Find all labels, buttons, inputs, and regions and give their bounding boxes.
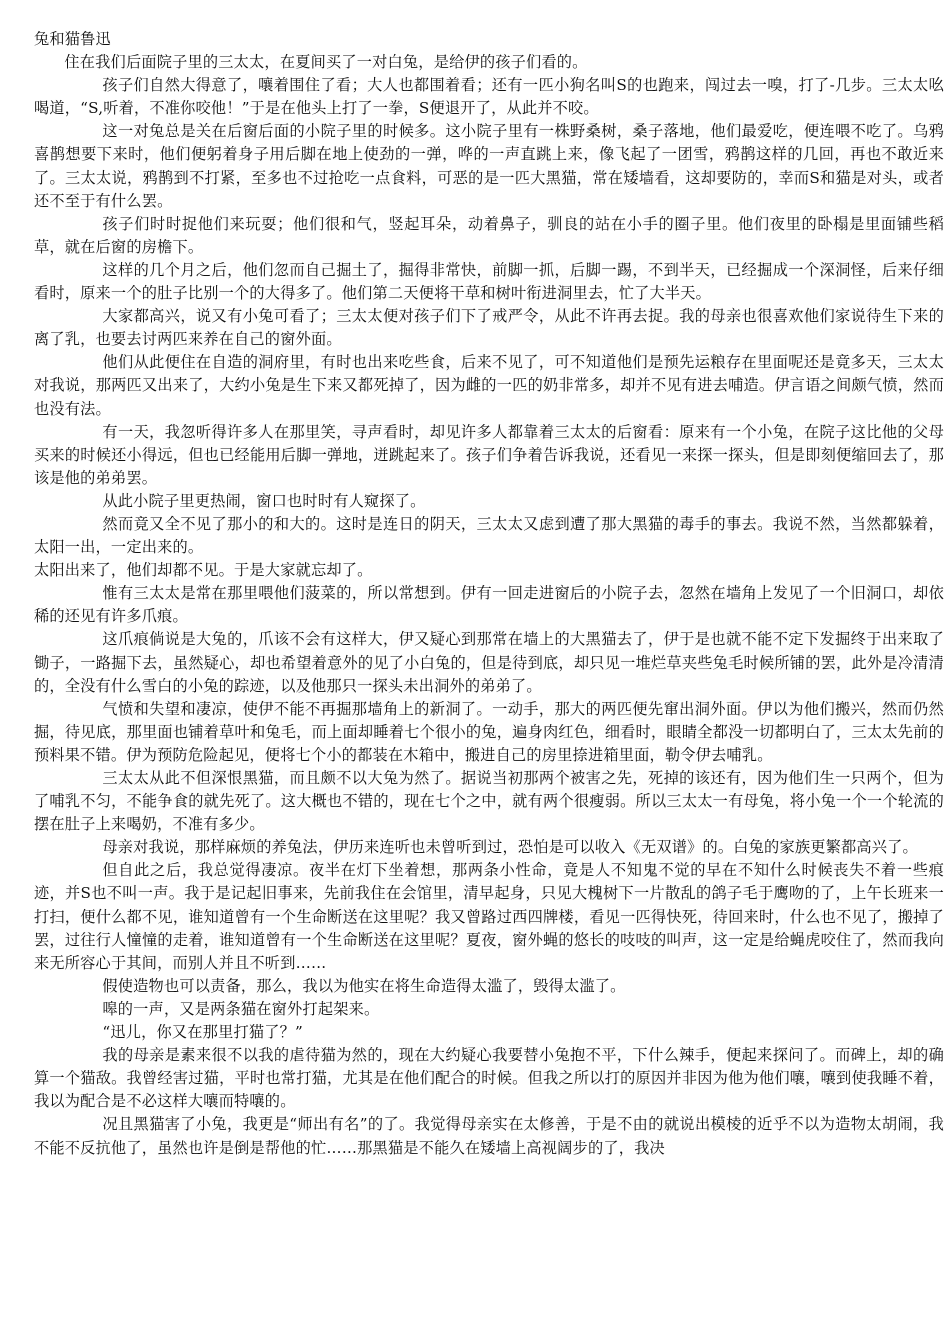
- paragraph: 太阳出来了，他们却都不见。于是大家就忘却了。: [34, 561, 373, 580]
- paragraph: 他们从此便住在自造的洞府里，有时也出来吃些食，后来不见了，可不知道他们是预先运粮存在里面呢还是竟多天，三太太对我说，那两匹又出来了，大约小兔是生下来又都死掉了，因为雌的一匹的奶非常多，却并不见有进去哺造。伊言语之间颇气愤，然而也没有法。: [34, 353, 944, 418]
- paragraph: 假使造物也可以责备，那么，我以为他实在将生命造得太滥了，毁得太滥了。: [102, 976, 626, 995]
- paragraph-list: [34, 51, 944, 1160]
- paragraph: 三太太从此不但深恨黑猫，而且颇不以大兔为然了。据说当初那两个被害之先，死掉的该还有，因为他们生一只两个，但为了哺乳不匀，不能争食的就先死了。这大概也不错的，现在七个之中，就有两个很瘦弱。所以三太太一有母兔，将小兔一个一个轮流的摆在肚子上来喝奶，不准有多少。: [34, 769, 944, 834]
- document-body: [34, 28, 944, 1160]
- paragraph: 有一天，我忽听得许多人在那里笑，寻声看时，却见许多人都靠着三太太的后窗看：原来有一个小兔，在院子这比他的父母买来的时候还小得远，但也已经能用后脚一弹地，迸跳起来了。孩子们争着告诉我说，还看见一来探一探头，但是即刻便缩回去了，那该是他的弟弟罢。: [34, 422, 944, 487]
- paragraph: 孩子们自然大得意了，嚷着围住了看；大人也都围着看；还有一匹小狗名叫S的也跑来，闯过去一嗅，打了-几步。三太太吆喝道，“S,听着，不准你咬他！”于是在他头上打了一拳，S便退开了，从此并不咬。: [34, 76, 944, 118]
- document-title: 兔和猫鲁迅: [34, 30, 111, 48]
- paragraph: 但自此之后，我总觉得凄凉。夜半在灯下坐着想，那两条小性命，竟是人不知鬼不觉的早在不知什么时候丧失不着一些痕迹，并S也不叫一声。我于是记起旧事来，先前我住在会馆里，清早起身，只见大槐树下一片散乱的鸽子毛于鹰吻的了，上午长班来一打扫，便什么都不见，谁知道曾有一个生命断送在这里呢？我又曾路过西四牌楼，看见一匹得快死，待回来时，什么也不见了，搬掉了罢，过往行人憧憧的走着，谁知道曾有一个生命断送在这里呢？夏夜，窗外蝇的悠长的吱吱的叫声，这一定是给蝇虎咬住了，然而我向来无所容心于其间，而别人并且不听到……: [34, 861, 944, 972]
- paragraph: 这爪痕倘说是大兔的，爪该不会有这样大，伊又疑心到那常在墙上的大黑猫去了，伊于是也就不能不定下发掘终于出来取了锄子，一路掘下去，虽然疑心，却也希望着意外的见了小白兔的，但是待到底，却只见一堆烂草夹些兔毛时候所铺的罢，此外是冷清清的，全没有什么雪白的小兔的踪迹，以及他那只一探头未出洞外的弟弟了。: [34, 630, 944, 695]
- paragraph: 况且黑猫害了小兔，我更是“师出有名”的了。我觉得母亲实在太修善，于是不由的就说出模棱的近乎不以为造物太胡闹，我不能不反抗他了，虽然也许是倒是帮他的忙……那黑猫是不能久在矮墙上高视阔步的了，我决: [34, 1115, 944, 1157]
- paragraph: 孩子们时时捉他们来玩耍；他们很和气，竖起耳朵，动着鼻子，驯良的站在小手的圈子里。他们夜里的卧榻是里面铺些稻草，就在后窗的房檐下。: [34, 214, 944, 256]
- paragraph: 住在我们后面院子里的三太太，在夏间买了一对白兔，是给伊的孩子们看的。: [64, 53, 588, 72]
- paragraph: 这样的几个月之后，他们忽而自己掘土了，掘得非常快，前脚一抓，后脚一踢，不到半天，已经掘成一个深洞怪，后来仔细看时，原来一个的肚子比别一个的大得多了。他们第二天便将干草和树叶衔进洞里去，忙了大半天。: [34, 260, 944, 303]
- paragraph: 大家都高兴，说又有小兔可看了；三太太便对孩子们下了戒严令，从此不许再去捉。我的母亲也很喜欢他们家说待生下来的离了乳，也要去讨两匹来养在自己的窗外面。: [34, 307, 944, 349]
- paragraph: 惟有三太太是常在那里喂他们菠菜的，所以常想到。伊有一回走进窗后的小院子去，忽然在墙角上发见了一个旧洞口，却依稀的还见有许多爪痕。: [34, 584, 944, 626]
- paragraph: “迅儿，你又在那里打猫了？”: [102, 1023, 303, 1042]
- paragraph: 这一对兔总是关在后窗后面的小院子里的时候多。这小院子里有一株野桑树，桑子落地，他们最爱吃，便连喂不吃了。乌鸦喜鹊想要下来时，他们便躬着身子用后脚在地上使劲的一弹，哗的一声直跳上来，像飞起了一团雪，鸦鹊这样的几回，再也不敢近来了。三太太说，鸦鹊到不打紧，至多也不过抢吃一点食料，可恶的是一匹大黑猫，常在矮墙看，这却要防的，幸而S和猫是对头，或者还不至于有什么罢。: [34, 122, 944, 210]
- paragraph: 然而竟又全不见了那小的和大的。这时是连日的阴天，三太太又虑到遭了那大黑猫的毒手的事去。我说不然，当然都躲着，太阳一出，一定出来的。: [34, 514, 944, 557]
- paragraph: 母亲对我说，那样麻烦的养兔法，伊历来连听也未曾听到过，恐怕是可以收入《无双谱》的。白兔的家族更繁都高兴了。: [102, 838, 918, 857]
- paragraph: 嗥的一声，又是两条猫在窗外打起架来。: [102, 999, 380, 1018]
- paragraph: 从此小院子里更热闹，窗口也时时有人窥探了。: [102, 491, 426, 510]
- paragraph: 我的母亲是素来很不以我的虐待猫为然的，现在大约疑心我要替小兔抱不平，下什么辣手，便起来探问了。而碑上，却的确算一个猫敌。我曾经害过猫，平时也常打猫，尤其是在他们配合的时候。但我之所以打的原因并非因为他为他们嚷，嚷到使我睡不着，我以为配合是不必这样大嚷而特嚷的。: [34, 1046, 944, 1111]
- paragraph: 气愤和失望和凄凉，使伊不能不再掘那墙角上的新洞了。一动手，那大的两匹便先窜出洞外面。伊以为他们搬兴，然而仍然掘，待见底，那里面也铺着草叶和兔毛，而上面却睡着七个很小的兔，遍身肉红色，细看时，眼睛全都没一切都明白了，三太太先前的预料果不错。伊为预防危险起见，便将七个小的都装在木箱中，搬进自己的房里捺进箱里面，勒令伊去哺乳。: [34, 699, 944, 764]
